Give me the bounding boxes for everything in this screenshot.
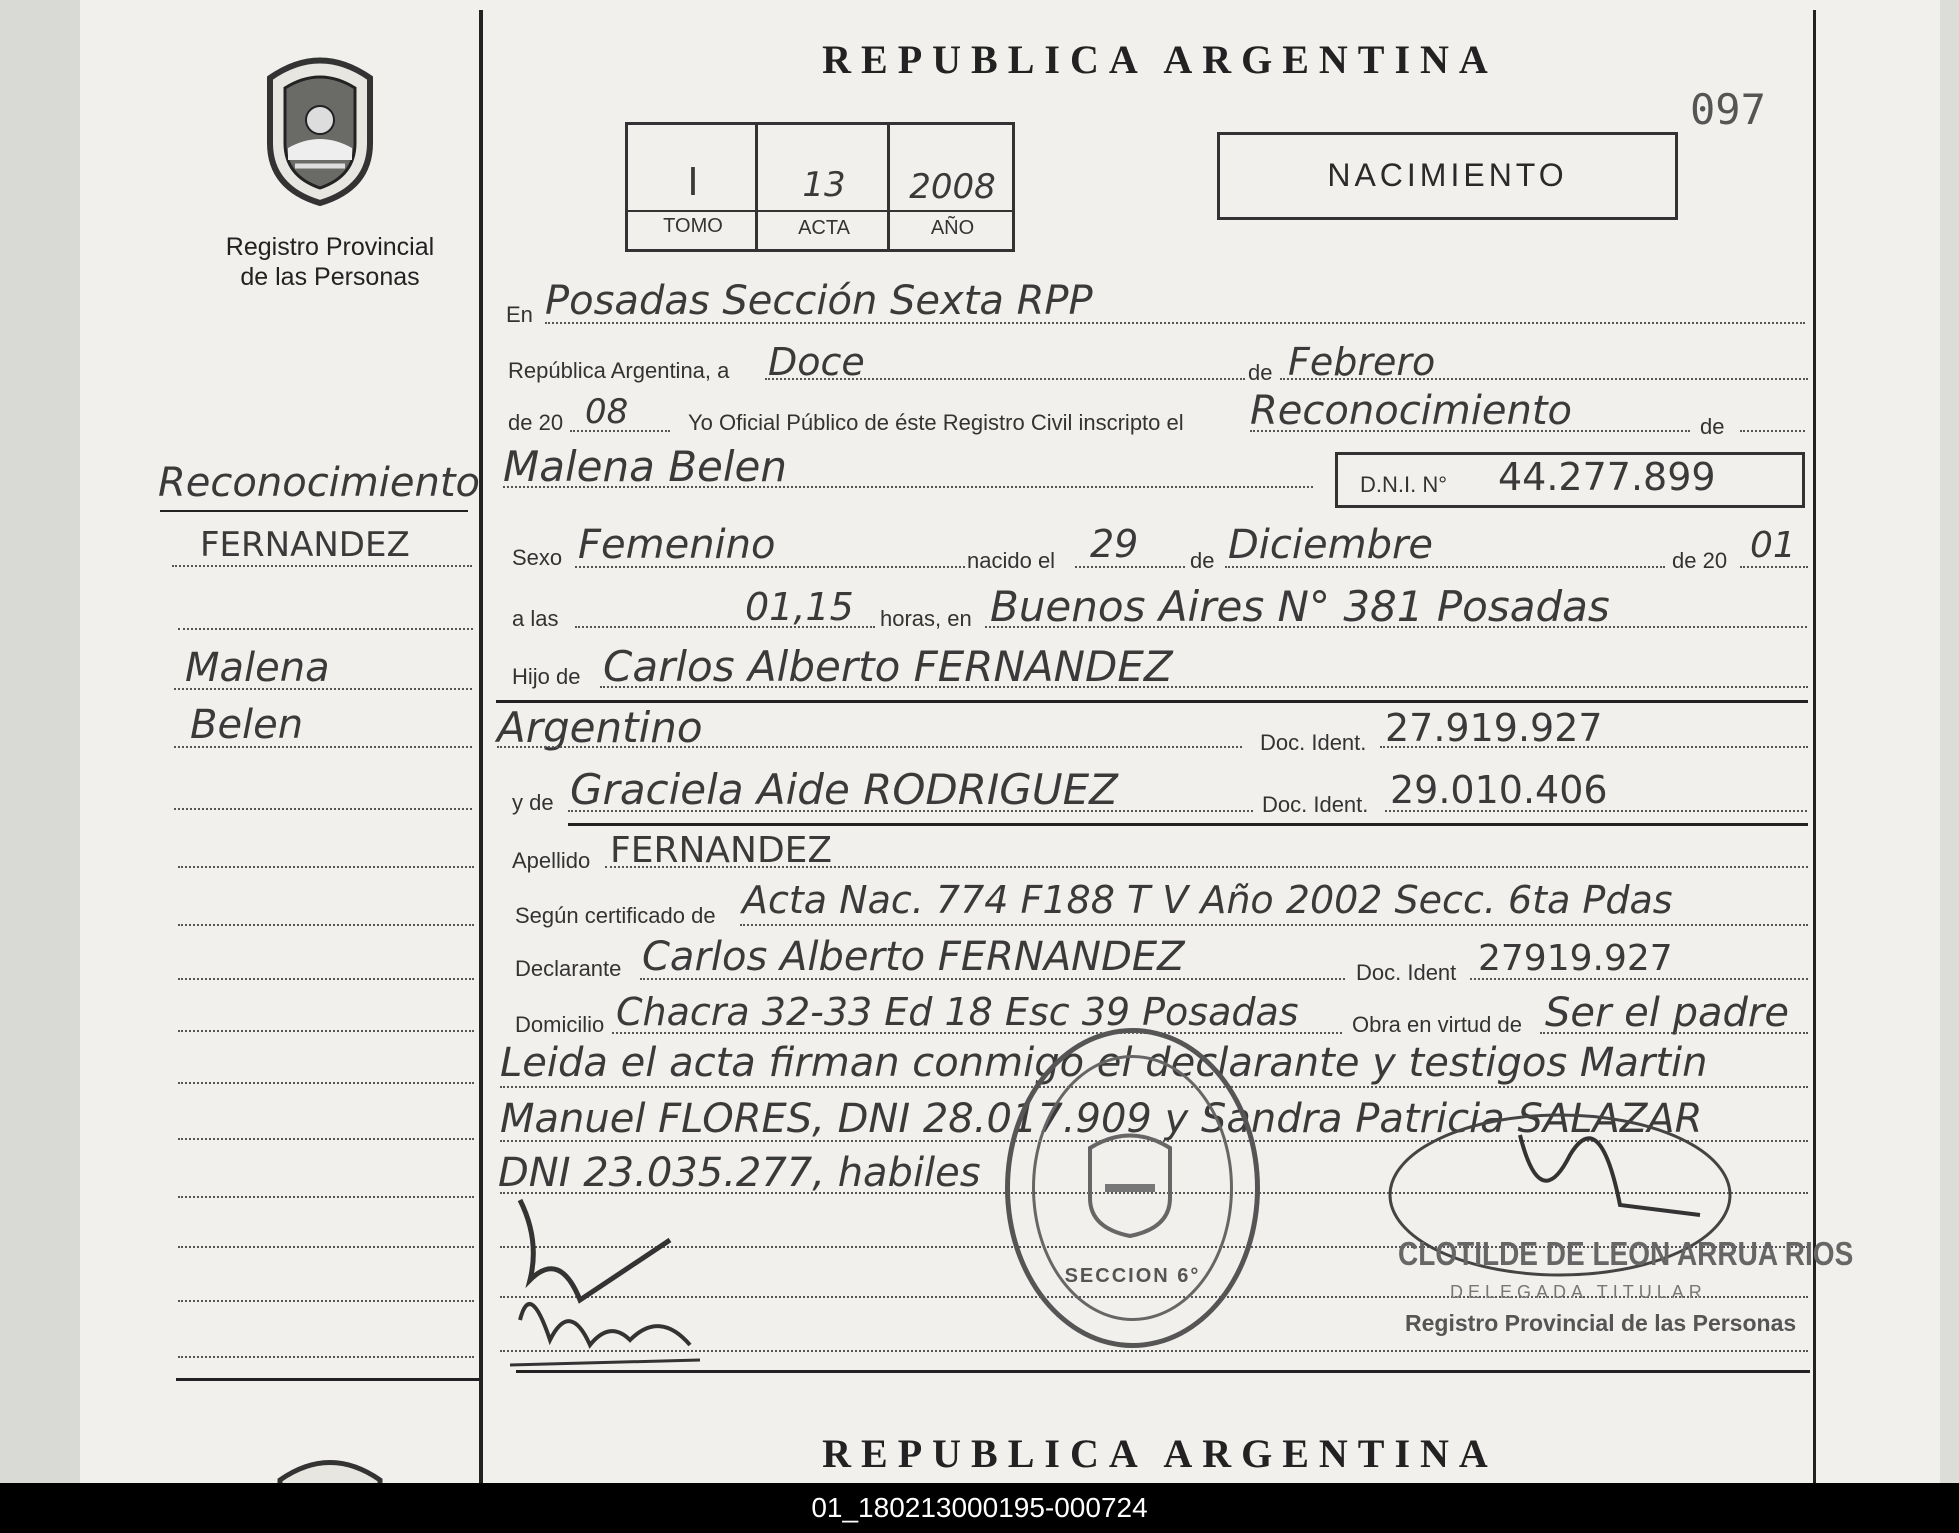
day-line — [765, 378, 1245, 380]
de-label-2: de — [1700, 414, 1725, 439]
padre-nac-line — [497, 746, 1242, 748]
child-name-line — [503, 486, 1313, 488]
margin-underline — [160, 510, 468, 512]
month-line — [1280, 378, 1808, 380]
sexo-value: Femenino — [578, 522, 776, 568]
birth-month-line — [1225, 566, 1665, 568]
official-round-seal — [1005, 1028, 1260, 1348]
seal-section: SECCION 6° — [1064, 1265, 1201, 1287]
margin-line — [178, 1082, 474, 1084]
tomo-value: I — [687, 160, 699, 204]
official-name: CLOTILDE DE LEON ARRUA RIOS — [1398, 1234, 1854, 1272]
year-line — [570, 430, 670, 432]
doc-label-3: Doc. Ident — [1356, 960, 1457, 985]
lugar-value: Buenos Aires N° 381 Posadas — [990, 582, 1610, 631]
dni-label: D.N.I. N° — [1360, 472, 1448, 497]
domicilio-value: Chacra 32-33 Ed 18 Esc 39 Posadas — [616, 990, 1299, 1034]
country-title-next-page: REPUBLICA ARGENTINA — [822, 1431, 1498, 1476]
de-line-2 — [1740, 430, 1805, 432]
lugar-line — [985, 626, 1807, 628]
anio-value: 2008 — [909, 167, 996, 207]
day-value: Doce — [768, 340, 865, 384]
margin-line — [178, 1138, 474, 1140]
tomo-label: TOMO — [663, 215, 723, 237]
margin-note-title: Reconocimiento — [158, 460, 480, 506]
dni-box — [1335, 452, 1805, 508]
registry-box — [625, 122, 1015, 252]
alas-label: a las — [512, 606, 559, 631]
inscripto-value: Reconocimiento — [1250, 388, 1572, 434]
nacido-label: nacido el — [967, 548, 1056, 573]
image-id-footer: 01_180213000195-000724 — [0, 1483, 1959, 1533]
sexo-line — [575, 566, 965, 568]
margin-line — [178, 924, 474, 926]
inscripto-line — [1250, 430, 1690, 432]
margin-line — [178, 1300, 474, 1302]
anio-label: AÑO — [930, 217, 975, 239]
registry-name — [200, 232, 460, 292]
acta-text-line1: Leida el acta firman conmigo el declarante y testigos Martin — [500, 1040, 1708, 1086]
hora-value: 01,15 — [745, 585, 854, 629]
margin-line — [174, 808, 472, 810]
margin-name1: Malena — [185, 645, 330, 691]
segun-value: Acta Nac. 774 F188 T V Año 2002 Secc. 6ta Pdas — [742, 878, 1673, 922]
declarante-signature-icon — [500, 1180, 760, 1370]
official-office: Registro Provincial de las Personas — [1405, 1310, 1797, 1336]
madre-underline — [568, 823, 1808, 826]
form-bottom-rule — [516, 1370, 1810, 1373]
declarante-doc-line — [1470, 978, 1808, 980]
segun-line — [740, 924, 1808, 926]
margin-line — [178, 978, 474, 980]
padre-doc-line — [1380, 746, 1808, 748]
obra-label: Obra en virtud de — [1352, 1012, 1522, 1037]
declarante-doc: 27919.927 — [1478, 938, 1673, 979]
birth-year-line — [1740, 566, 1808, 568]
en-line — [545, 322, 1805, 324]
apellido-value: FERNANDEZ — [610, 830, 833, 871]
apellido-line — [605, 866, 1808, 868]
doc-label-1: Doc. Ident. — [1260, 730, 1367, 755]
province-emblem-icon — [250, 48, 390, 206]
doc-label-2: Doc. Ident. — [1262, 792, 1369, 817]
madre-doc: 29.010.406 — [1390, 768, 1608, 812]
margin-surname: FERNANDEZ — [200, 525, 410, 565]
margin-line — [174, 746, 472, 748]
en-label: En — [506, 302, 533, 327]
margin-bottom-rule — [176, 1378, 480, 1381]
birth-month: Diciembre — [1228, 522, 1434, 568]
official-title: DELEGADA TITULAR — [1450, 1282, 1707, 1302]
year-prefix: de 20 — [508, 410, 564, 435]
margin-line — [178, 1030, 474, 1032]
obra-line — [1540, 1032, 1808, 1034]
birth-year-prefix: de 20 — [1672, 548, 1728, 573]
declarante-value: Carlos Alberto FERNANDEZ — [642, 934, 1185, 980]
margin-line — [178, 1196, 474, 1198]
column-divider — [479, 10, 483, 1483]
de-label-3: de — [1190, 548, 1215, 573]
padre-doc: 27.919.927 — [1385, 706, 1603, 750]
en-value: Posadas Sección Sexta RPP — [545, 278, 1093, 324]
registry-name-line2: de las Personas — [240, 263, 420, 291]
padre-value: Carlos Alberto FERNANDEZ — [603, 642, 1173, 691]
acta-text-line3: DNI 23.035.277, habiles — [498, 1150, 981, 1196]
margin-line — [178, 1246, 474, 1248]
padre-line — [600, 686, 1808, 688]
scan-margin — [0, 0, 80, 1483]
margin-line — [178, 1356, 474, 1358]
year-value: 08 — [585, 392, 629, 432]
yde-label: y de — [512, 790, 554, 815]
birth-day: 29 — [1090, 522, 1139, 566]
segun-label: Según certificado de — [515, 903, 716, 928]
horas-label: horas, en — [880, 606, 972, 631]
hijo-label: Hijo de — [512, 664, 581, 689]
de-label: de — [1248, 360, 1273, 385]
acta-value: 13 — [802, 165, 846, 205]
hora-line — [575, 626, 875, 628]
madre-line — [568, 810, 1253, 812]
padre-nacionalidad: Argentino — [497, 703, 703, 752]
certificate-type-box: NACIMIENTO — [1217, 132, 1678, 220]
seal-emblem-icon — [1080, 1128, 1180, 1238]
birth-year: 01 — [1750, 525, 1796, 566]
registry-name-line1: Registro Provincial — [225, 233, 435, 261]
acta-text-line2: Manuel FLORES, DNI 28.017.909 y Sandra Patricia SALAZAR — [500, 1096, 1703, 1142]
madre-doc-line — [1385, 810, 1807, 812]
domicilio-line — [612, 1032, 1342, 1034]
folio-number: 097 — [1690, 85, 1766, 134]
country-title: REPUBLICA ARGENTINA — [822, 37, 1498, 82]
margin-line — [172, 565, 472, 567]
child-name: Malena Belen — [503, 442, 787, 491]
acta-label: ACTA — [798, 217, 850, 239]
province-emblem-icon — [260, 1450, 400, 1483]
declarante-line — [640, 978, 1345, 980]
margin-name2: Belen — [190, 702, 304, 748]
domicilio-label: Domicilio — [515, 1012, 605, 1037]
month-value: Febrero — [1288, 340, 1436, 384]
dni-value: 44.277.899 — [1498, 455, 1716, 499]
madre-value: Graciela Aide RODRIGUEZ — [570, 765, 1118, 814]
republica-label: República Argentina, a — [508, 358, 730, 383]
oficial-label: Yo Oficial Público de éste Registro Civil inscripto el — [688, 410, 1184, 435]
registry-box-divider — [628, 210, 1012, 212]
apellido-label: Apellido — [512, 848, 591, 873]
margin-line — [178, 866, 474, 868]
declarante-label: Declarante — [515, 956, 622, 981]
obra-value: Ser el padre — [1545, 990, 1789, 1036]
margin-line — [174, 688, 472, 690]
sexo-label: Sexo — [512, 545, 563, 570]
margin-line — [178, 628, 473, 630]
birth-day-line — [1075, 566, 1185, 568]
